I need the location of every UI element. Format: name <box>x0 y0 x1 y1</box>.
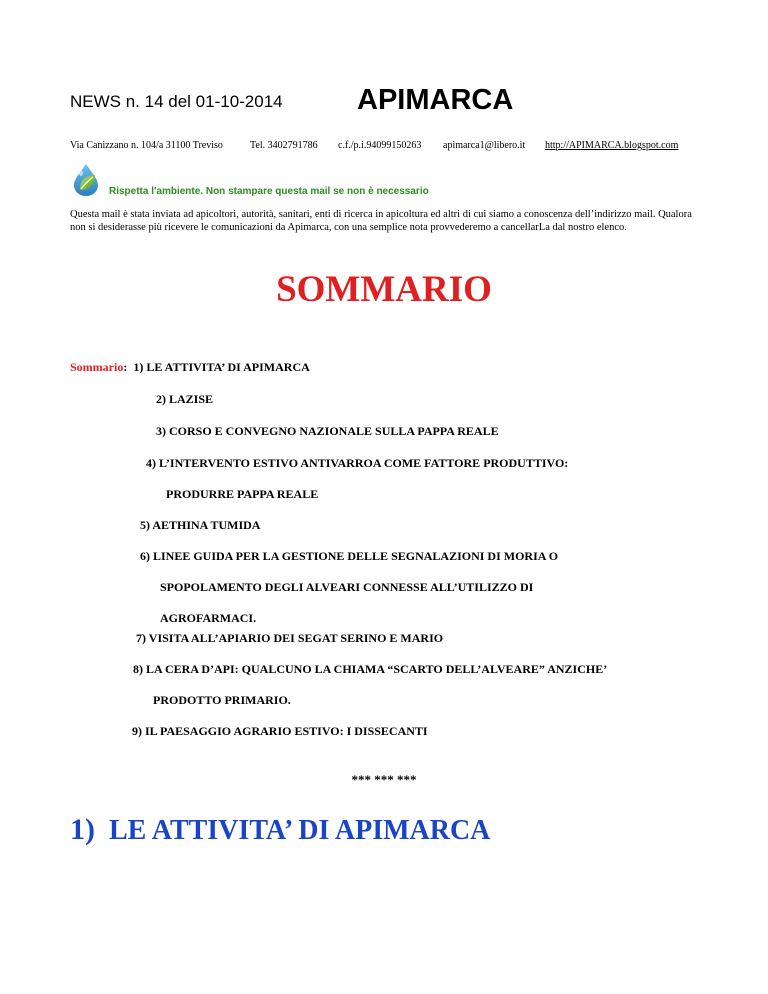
contact-address: Via Canizzano n. 104/a 31100 Treviso <box>70 140 223 151</box>
toc-lead-label: Sommario <box>70 360 124 374</box>
toc-item-9[interactable]: 9) IL PAESAGGIO AGRARIO ESTIVO: I DISSECANTI <box>132 724 428 738</box>
section-1-number: 1) <box>70 813 95 846</box>
toc-item-8[interactable]: 8) LA CERA D’API: QUALCUNO LA CHIAMA “SCARTO DELL’ALVEARE” ANZICHE’ <box>133 662 608 676</box>
section-separator: *** *** *** <box>351 772 417 787</box>
toc-item-5[interactable]: 5) AETHINA TUMIDA <box>140 518 261 532</box>
sommario-title: SOMMARIO <box>276 269 492 310</box>
toc-item-1[interactable]: 1) LE ATTIVITA’ DI APIMARCA <box>133 360 310 374</box>
section-1-heading <box>70 813 490 847</box>
toc-item-6-cont-1[interactable]: SPOPOLAMENTO DEGLI ALVEARI CONNESSE ALL’UTILIZZO DI <box>160 580 534 594</box>
leaf-drop-icon <box>70 163 102 197</box>
toc-item-8-cont[interactable]: PRODOTTO PRIMARIO. <box>153 693 291 707</box>
contact-email[interactable]: apimarca1@libero.it <box>443 140 526 151</box>
toc-item-6-cont-2[interactable]: AGROFARMACI. <box>160 611 257 625</box>
news-issue-label: NEWS n. 14 del 01-10-2014 <box>70 92 283 111</box>
brand-title: APIMARCA <box>357 84 514 116</box>
contact-vat: c.f./p.i.94099150263 <box>338 140 422 151</box>
toc-lead-sep: : <box>123 360 128 374</box>
toc-item-3[interactable]: 3) CORSO E CONVEGNO NAZIONALE SULLA PAPPA REALE <box>156 424 499 438</box>
section-1-title: LE ATTIVITA’ DI APIMARCA <box>109 815 491 846</box>
toc-item-4[interactable]: 4) L’INTERVENTO ESTIVO ANTIVARROA COME FATTORE PRODUTTIVO: <box>146 456 569 470</box>
contact-phone: Tel. 3402791786 <box>250 140 318 151</box>
toc-item-6[interactable]: 6) LINEE GUIDA PER LA GESTIONE DELLE SEGNALAZIONI DI MORIA O <box>140 549 559 563</box>
toc-item-4-cont[interactable]: PRODURRE PAPPA REALE <box>166 487 319 501</box>
eco-note: Rispetta l'ambiente. Non stampare questa mail se non è necessario <box>109 186 429 197</box>
toc-line-1 <box>70 360 310 375</box>
toc-item-7[interactable]: 7) VISITA ALL’APIARIO DEI SEGAT SERINO E MARIO <box>136 631 444 645</box>
toc-item-2[interactable]: 2) LAZISE <box>156 392 214 406</box>
disclaimer-text: Questa mail è stata inviata ad apicoltori, autorità, sanitari, enti di ricerca in apicoltura ed altri di cui siamo a conoscenza dell’indirizzo mail. Qualora non si desiderasse più ricevere le comunicazioni da Apimarca, con una semplice nota provvederemo a cancellarLa dal nostro elenco. <box>70 209 692 233</box>
contact-blog-link[interactable]: http://APIMARCA.blogspot.com <box>545 140 679 151</box>
